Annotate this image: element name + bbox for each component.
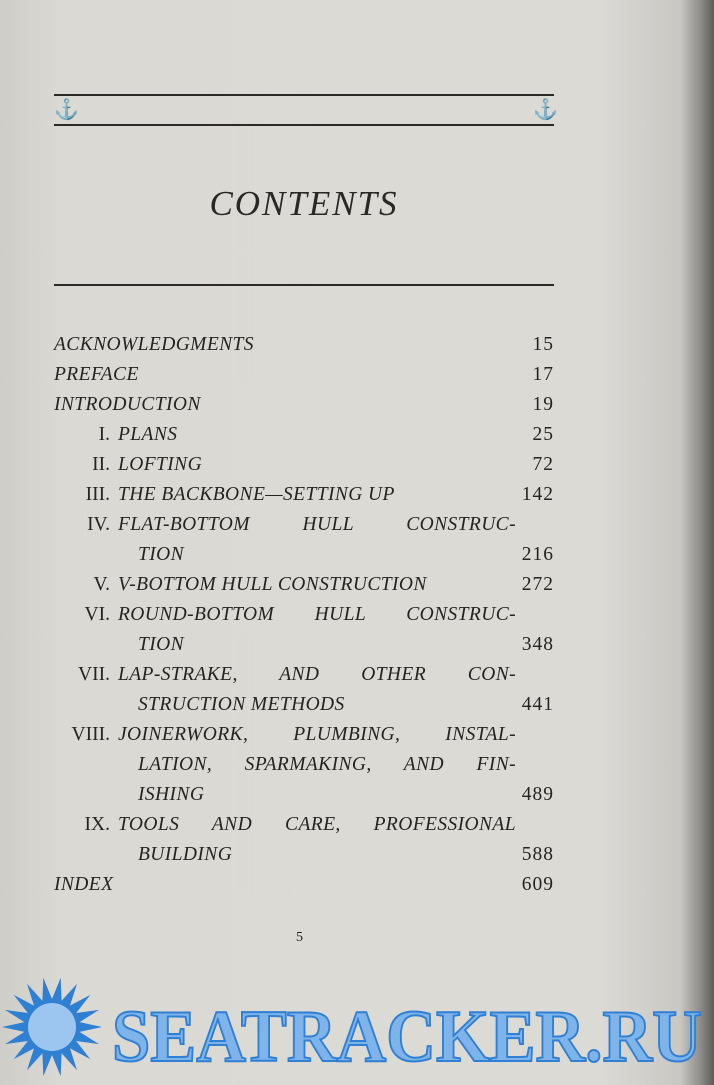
toc-page-number: 72 bbox=[532, 454, 554, 475]
chapter-title-line: TOOLS AND CARE, PROFESSIONAL bbox=[118, 814, 516, 835]
chapter-number: IV. bbox=[87, 514, 110, 535]
toc-entry-continuation bbox=[54, 630, 554, 660]
chapter-number: II. bbox=[92, 454, 110, 475]
chapter-number: VI. bbox=[84, 604, 110, 625]
toc-page-number: 489 bbox=[521, 784, 554, 805]
toc-page-number: 17 bbox=[532, 364, 554, 385]
toc-chapter-entry bbox=[54, 600, 554, 630]
chapter-title-line: LAP-STRAKE, AND OTHER CON- bbox=[118, 664, 516, 685]
page-title: CONTENTS bbox=[209, 184, 399, 223]
anchor-icon: ⚓ bbox=[54, 99, 79, 121]
toc-page-number: 272 bbox=[521, 574, 554, 595]
anchor-icon: ⚓ bbox=[533, 99, 558, 121]
chapter-number: VII. bbox=[78, 664, 110, 685]
toc-page-number: 25 bbox=[532, 424, 554, 445]
chapter-number: V. bbox=[93, 574, 110, 595]
watermark bbox=[0, 975, 714, 1085]
toc-entry-continuation bbox=[54, 540, 554, 570]
toc-page-number: 216 bbox=[521, 544, 554, 565]
chapter-title-line: TION bbox=[138, 634, 185, 655]
chapter-title-line: STRUCTION METHODS bbox=[138, 694, 345, 715]
toc-page-number: 348 bbox=[521, 634, 554, 655]
toc-entry-continuation bbox=[54, 840, 554, 870]
chapter-number: I. bbox=[98, 424, 110, 445]
chapter-title-line: BUILDING bbox=[138, 844, 233, 865]
toc-entry bbox=[54, 870, 554, 900]
toc-chapter-entry bbox=[54, 450, 554, 480]
toc-chapter-entry bbox=[54, 570, 554, 600]
toc-entry-continuation bbox=[54, 780, 554, 810]
chapter-title-line: THE BACKBONE—SETTING UP bbox=[118, 484, 395, 505]
header-bottom-rule bbox=[54, 124, 554, 126]
toc-page-number: 441 bbox=[521, 694, 554, 715]
chapter-title-line: JOINERWORK, PLUMBING, INSTAL- bbox=[118, 724, 516, 745]
toc-entry bbox=[54, 360, 554, 390]
toc-entry-continuation bbox=[54, 750, 554, 780]
chapter-number: III. bbox=[85, 484, 110, 505]
table-of-contents bbox=[54, 330, 554, 900]
toc-entry-continuation bbox=[54, 690, 554, 720]
chapter-title-line: PLANS bbox=[118, 424, 178, 445]
toc-entry bbox=[54, 330, 554, 360]
toc-entry-title: PREFACE bbox=[54, 364, 139, 385]
chapter-title-line: LOFTING bbox=[118, 454, 203, 475]
chapter-title-line: LATION, SPARMAKING, AND FIN- bbox=[138, 754, 516, 775]
toc-page-number: 15 bbox=[532, 334, 554, 355]
page-number: 5 bbox=[296, 930, 303, 945]
chapter-title-line: ISHING bbox=[138, 784, 205, 805]
toc-chapter-entry bbox=[54, 660, 554, 690]
sun-logo-icon bbox=[2, 978, 102, 1076]
watermark-text: SEATRACKER.RU bbox=[112, 996, 702, 1078]
toc-chapter-entry bbox=[54, 510, 554, 540]
toc-entry-title: ACKNOWLEDGMENTS bbox=[54, 334, 254, 355]
toc-page-number: 142 bbox=[521, 484, 554, 505]
chapter-title-line: V-BOTTOM HULL CONSTRUCTION bbox=[118, 574, 427, 595]
top-rule bbox=[54, 94, 554, 96]
toc-entry bbox=[54, 390, 554, 420]
toc-page-number: 609 bbox=[521, 874, 554, 895]
toc-chapter-entry bbox=[54, 420, 554, 450]
toc-entry-title: INDEX bbox=[54, 874, 114, 895]
chapter-title-line: TION bbox=[138, 544, 185, 565]
chapter-title-line: ROUND-BOTTOM HULL CONSTRUC- bbox=[118, 604, 516, 625]
toc-chapter-entry bbox=[54, 720, 554, 750]
toc-chapter-entry bbox=[54, 480, 554, 510]
chapter-title-line: FLAT-BOTTOM HULL CONSTRUC- bbox=[118, 514, 516, 535]
chapter-number: VIII. bbox=[71, 724, 110, 745]
toc-page-number: 19 bbox=[532, 394, 554, 415]
chapter-number: IX. bbox=[84, 814, 110, 835]
toc-page-number: 588 bbox=[521, 844, 554, 865]
title-rule bbox=[54, 284, 554, 286]
toc-entry-title: INTRODUCTION bbox=[54, 394, 201, 415]
toc-chapter-entry bbox=[54, 810, 554, 840]
